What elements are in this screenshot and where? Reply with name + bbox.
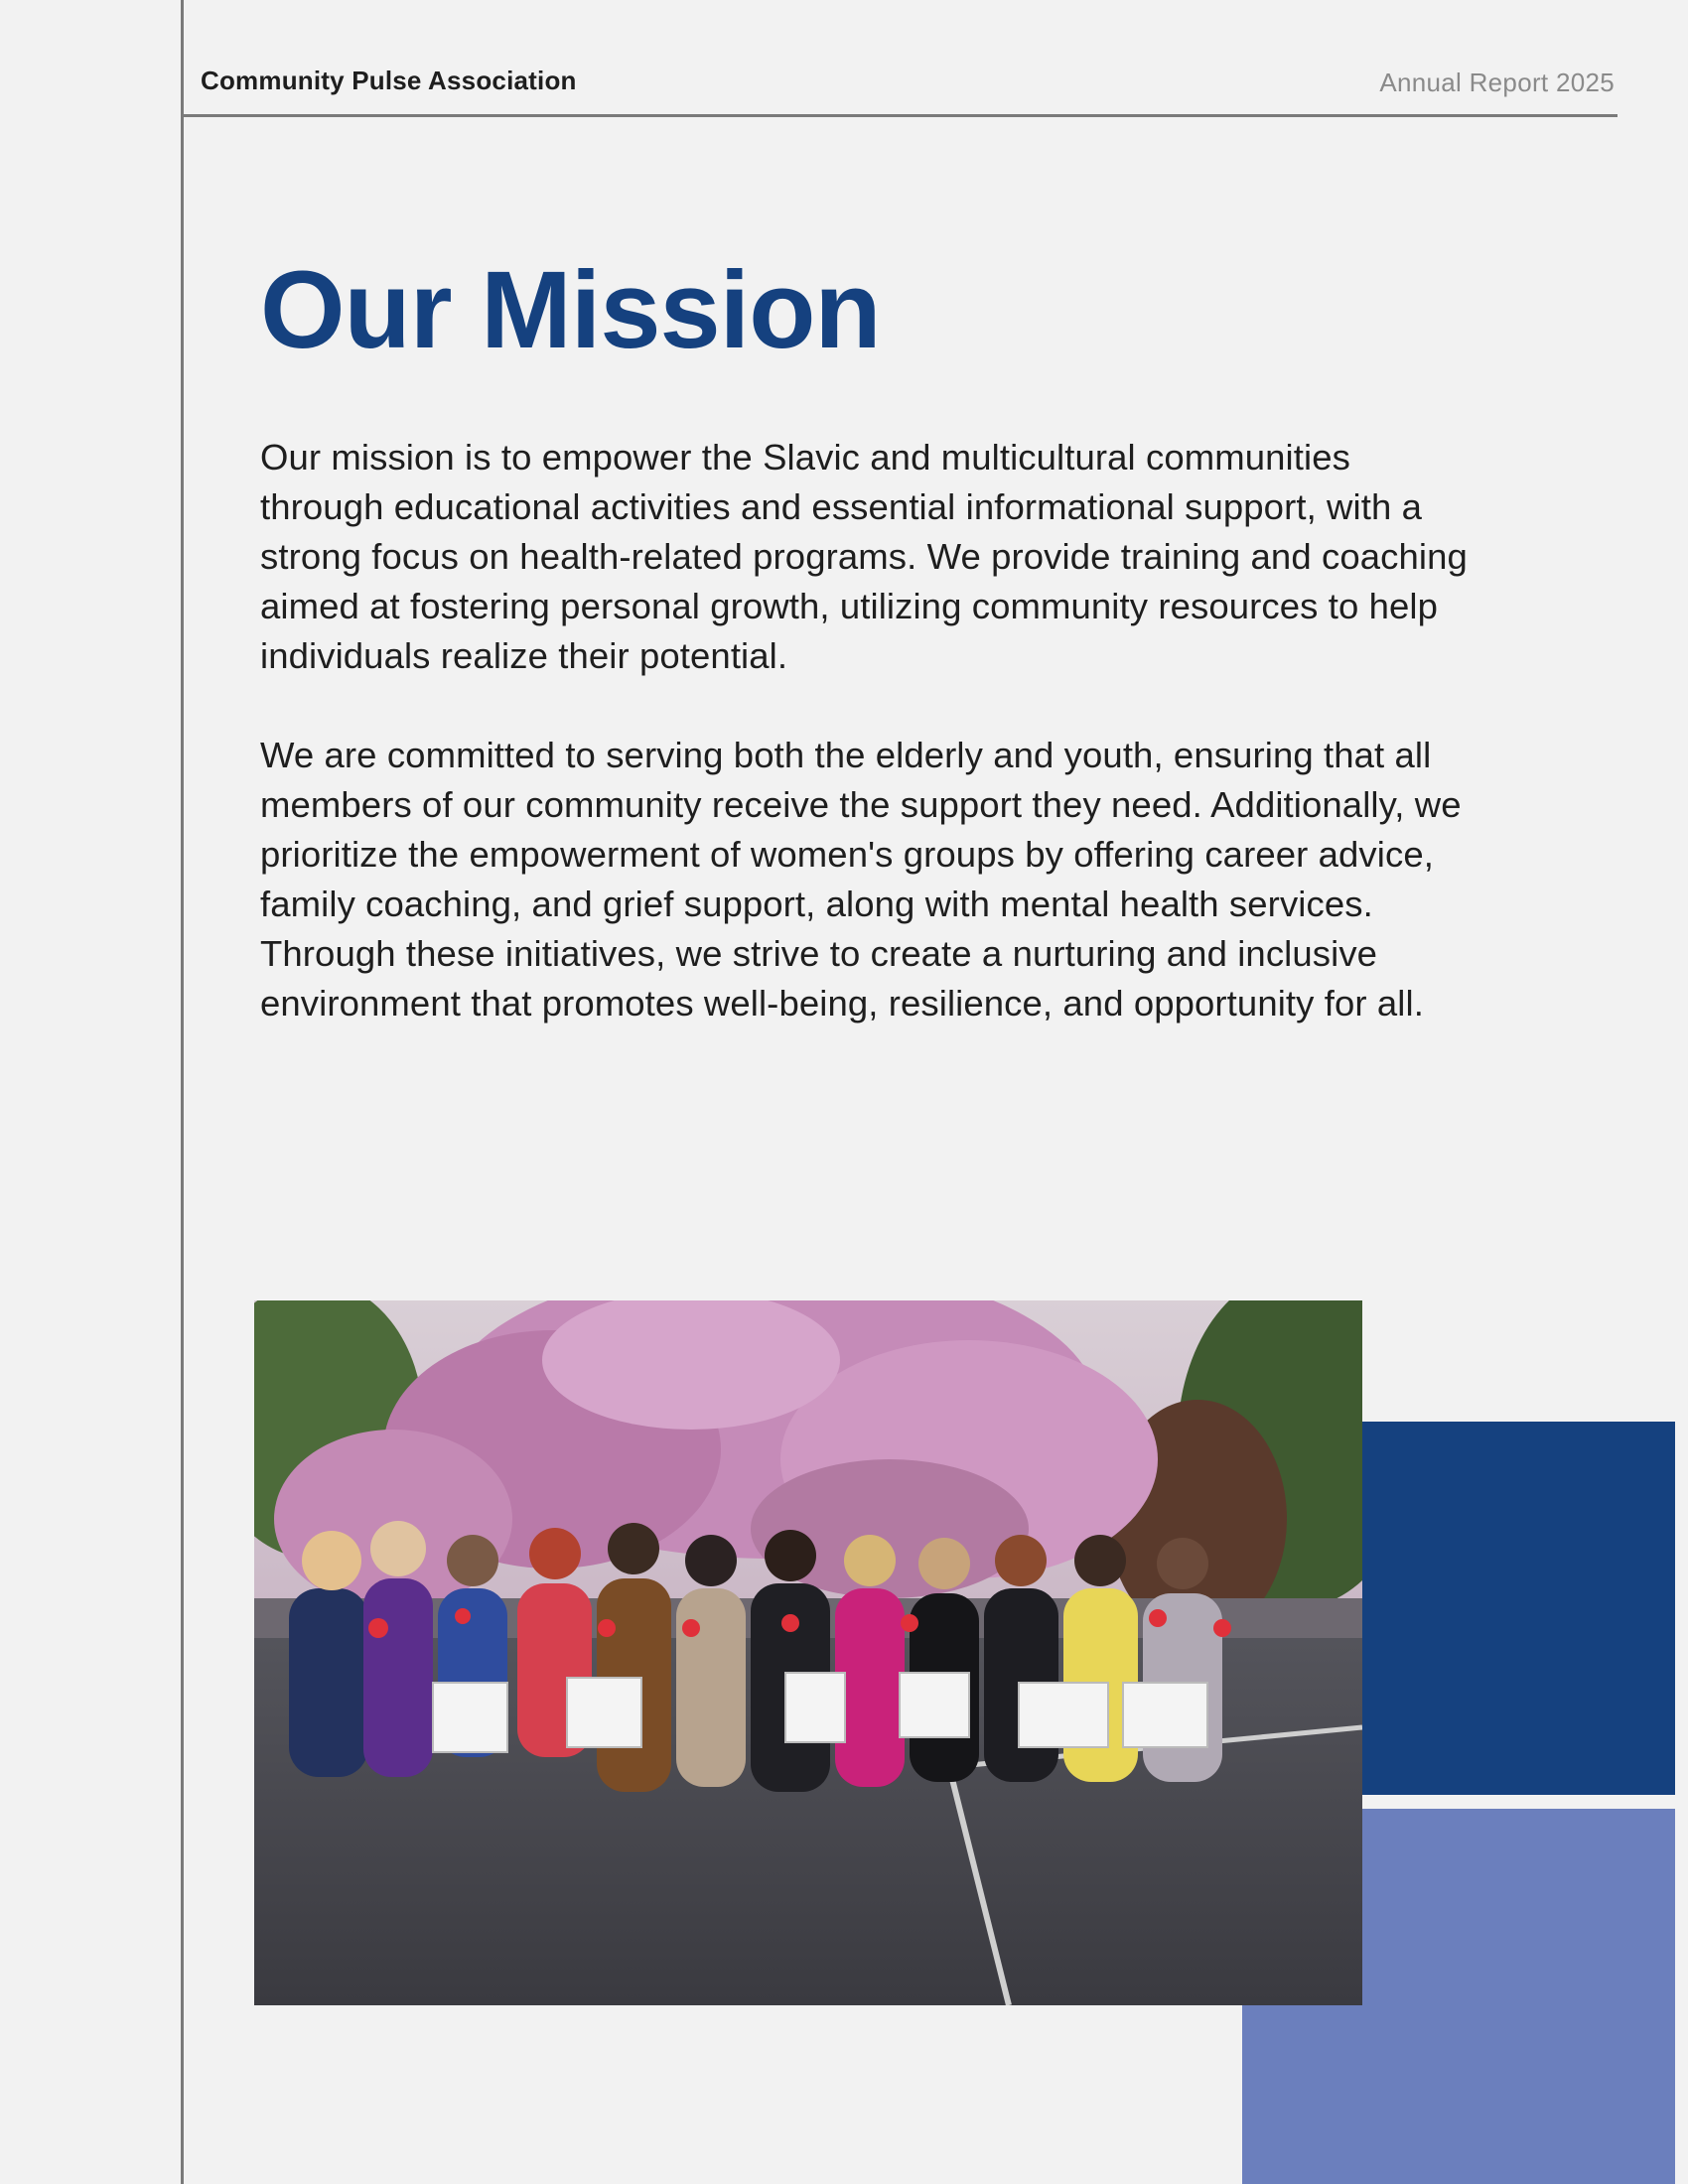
page-title: Our Mission — [260, 249, 881, 371]
mission-body — [260, 433, 1472, 1078]
report-label: Annual Report 2025 — [1379, 68, 1615, 97]
org-name: Community Pulse Association — [201, 66, 577, 95]
accent-block-dark — [1362, 1422, 1675, 1795]
mission-paragraph-1: Our mission is to empower the Slavic and multicultural communities through educational activities and essential informational support, with a strong focus on health-related programs. We provide training and coaching aimed at fostering personal growth, utilizing community resources to help individuals realize their potential. — [260, 437, 1468, 676]
mission-paragraph-2: We are committed to serving both the elderly and youth, ensuring that all members of our community receive the support they need. Additionally, we prioritize the empowerment of women's groups by offering career advice, family coaching, and grief support, along with mental health services. Through these initiatives, we strive to create a nurturing and inclusive environment that promotes well-being, resilience, and opportunity for all. — [260, 735, 1462, 1024]
left-margin-rule — [181, 0, 184, 2184]
group-photo — [254, 1300, 1362, 2005]
header-divider — [181, 114, 1618, 117]
